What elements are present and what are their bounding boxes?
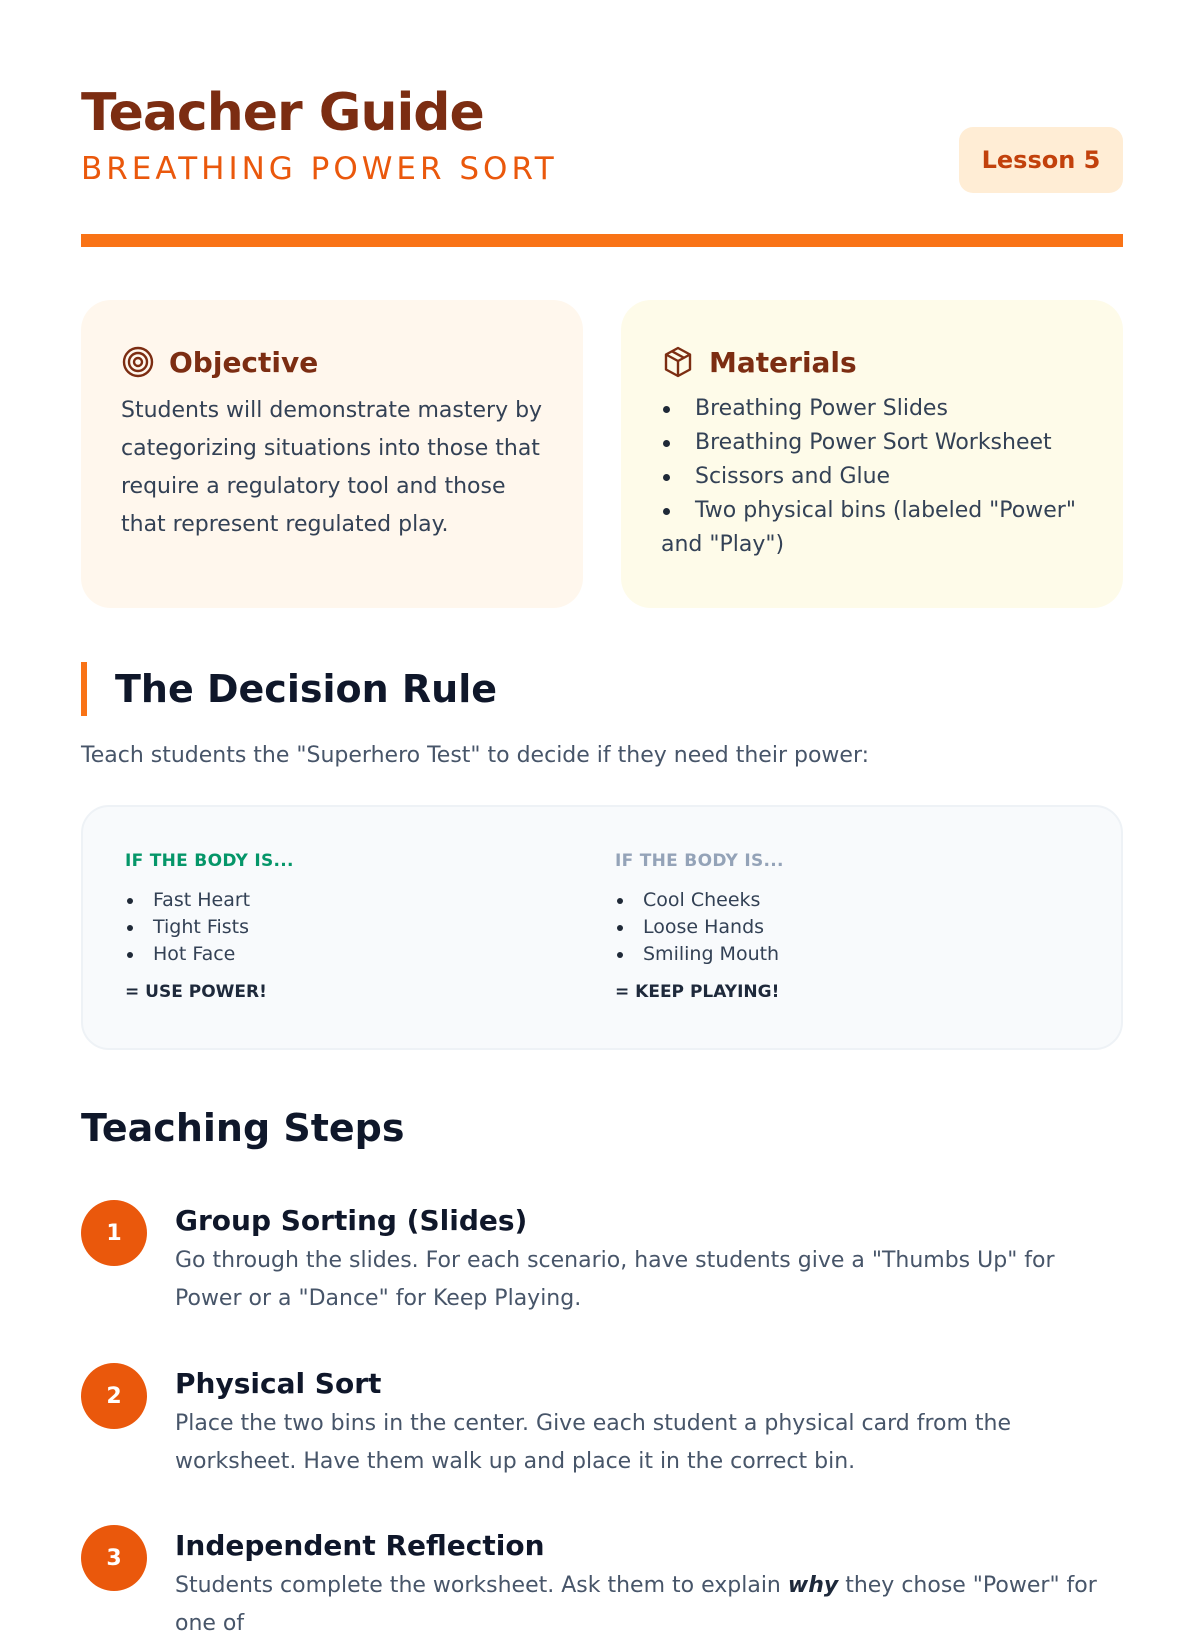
decision-rule-intro: Teach students the "Superhero Test" to decide if they need their power: (81, 743, 870, 768)
power-result: = USE POWER! (125, 982, 267, 1002)
materials-header (661, 336, 1083, 388)
play-signs-list (615, 887, 1035, 968)
objective-title: Objective (169, 345, 319, 379)
header-divider (81, 234, 1123, 247)
list-item: Tight Fists (125, 914, 545, 941)
box-icon (661, 345, 695, 379)
target-icon (121, 345, 155, 379)
step-title: Independent Reflection (175, 1529, 545, 1562)
step-number-badge: 1 (81, 1200, 147, 1266)
list-item: Breathing Power Slides (661, 392, 1083, 426)
power-signs-list (125, 887, 545, 968)
list-item: Loose Hands (615, 914, 1035, 941)
section-accent-bar (81, 662, 87, 716)
step-body (175, 1525, 1125, 1643)
step-text: Place the two bins in the center. Give each student a physical card from the worksheet. Have them walk up and place it in the correct bin. (175, 1411, 1012, 1474)
list-item: Cool Cheeks (615, 887, 1035, 914)
step-text-end: they chose "Power" for one of (175, 1573, 1097, 1636)
play-column-label: IF THE BODY IS... (615, 851, 784, 871)
power-column-label: IF THE BODY IS... (125, 851, 294, 871)
list-item: Scissors and Glue (661, 460, 1083, 494)
info-cards (81, 300, 1123, 608)
materials-card (621, 300, 1123, 608)
power-column (125, 851, 545, 1002)
step-text (175, 1567, 1125, 1643)
step-text: Go through the slides. For each scenario, have students give a "Thumbs Up" for Power or a "Dance" for Keep Playing. (175, 1248, 1055, 1311)
step-number-badge: 2 (81, 1363, 147, 1429)
objective-header (121, 336, 543, 388)
list-item: Breathing Power Sort Worksheet (661, 426, 1083, 460)
list-item: Two physical bins (labeled "Power" and "Play") (661, 494, 1083, 562)
materials-list (661, 392, 1083, 562)
page-header (81, 0, 1123, 248)
lesson-badge: Lesson 5 (959, 127, 1123, 193)
decision-rule-title: The Decision Rule (115, 667, 497, 711)
list-item: Smiling Mouth (615, 941, 1035, 968)
lesson-subtitle: BREATHING POWER SORT (81, 151, 558, 187)
play-column (615, 851, 1035, 1002)
list-item: Fast Heart (125, 887, 545, 914)
materials-title: Materials (709, 345, 857, 379)
list-item: Hot Face (125, 941, 545, 968)
objective-text: Students will demonstrate mastery by categorizing situations into those that require a regulatory tool and those that represent regulated play. (121, 398, 543, 537)
step-title: Group Sorting (Slides) (175, 1204, 528, 1237)
objective-card (81, 300, 583, 608)
teacher-guide-page (81, 0, 1123, 1636)
decision-rule-header (81, 662, 497, 716)
step-title: Physical Sort (175, 1367, 382, 1400)
decision-rule-box (81, 805, 1123, 1050)
teaching-steps-title: Teaching Steps (81, 1106, 405, 1150)
step-body (175, 1363, 1125, 1481)
step-text-emphasis: why (787, 1573, 839, 1598)
step-number-badge: 3 (81, 1525, 147, 1591)
step-text-start: Students complete the worksheet. Ask them to explain (175, 1573, 788, 1598)
page-title: Teacher Guide (81, 83, 484, 143)
play-result: = KEEP PLAYING! (615, 982, 780, 1002)
step-body (175, 1200, 1125, 1318)
